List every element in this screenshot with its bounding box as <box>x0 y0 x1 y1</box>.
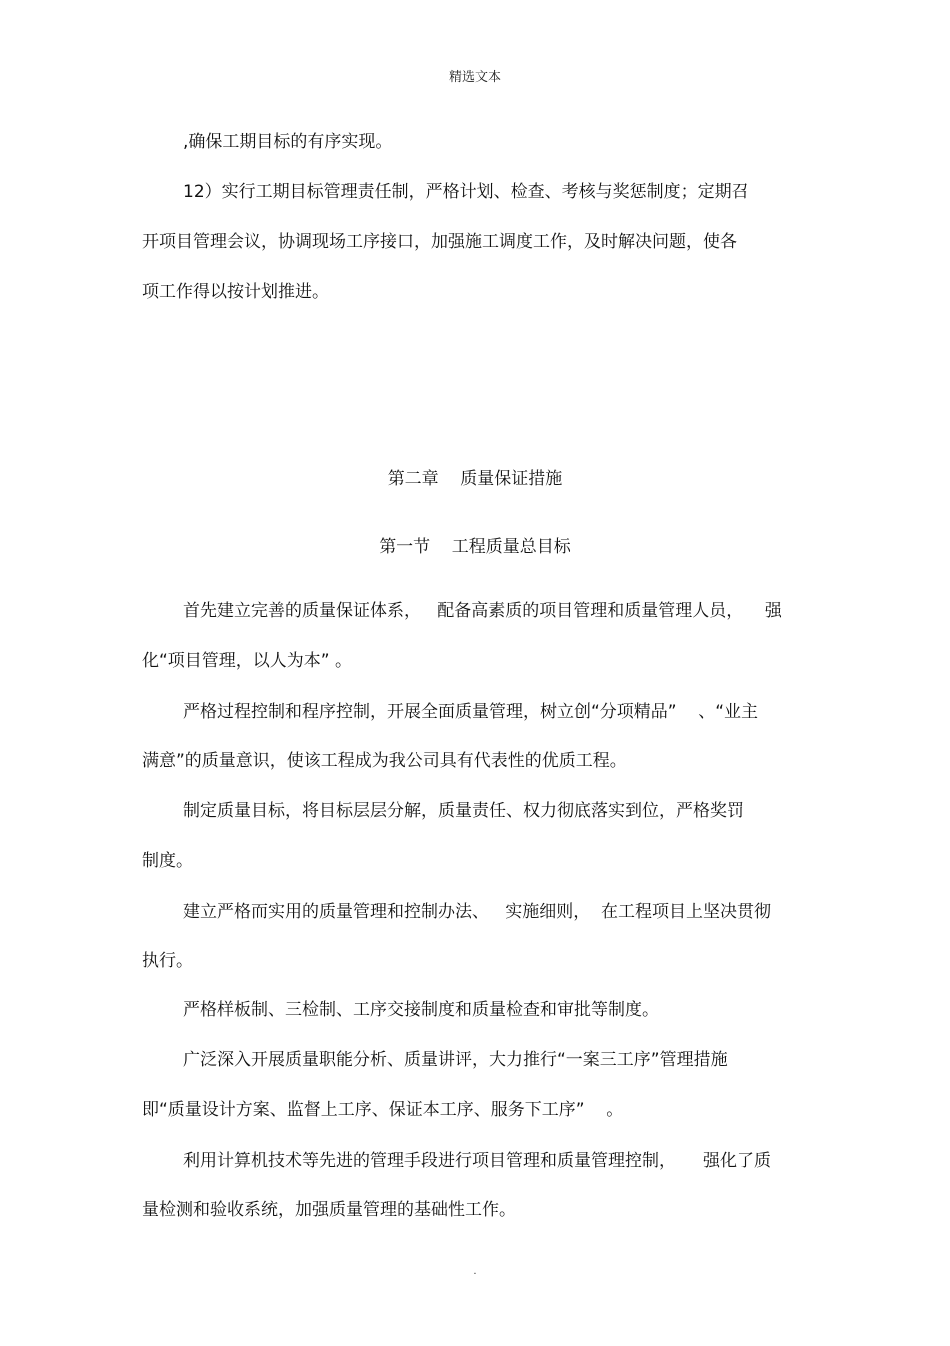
text-line: 严格样板制、三检制、工序交接制度和质量检查和审批等制度。 <box>183 1000 659 1020</box>
text-line: 执行。 <box>142 951 193 971</box>
text-line: 广泛深入开展质量职能分析、质量讲评，大力推行“一案三工序”管理措施 <box>183 1050 728 1070</box>
section-title: 第一节 工程质量总目标 <box>379 537 571 557</box>
text-line: 满意”的质量意识，使该工程成为我公司具有代表性的优质工程。 <box>142 751 627 771</box>
text-line: 建立严格而实用的质量管理和控制办法、 实施细则， 在工程项目上坚决贯彻 <box>183 902 772 922</box>
text-line: 量检测和验收系统，加强质量管理的基础性工作。 <box>142 1200 516 1220</box>
text-line: 开项目管理会议，协调现场工序接口，加强施工调度工作，及时解决问题，使各 <box>142 232 737 252</box>
text-line: 首先建立完善的质量保证体系， 配备高素质的项目管理和质量管理人员， 强 <box>183 601 782 621</box>
page-footer: . <box>473 1266 477 1277</box>
page-header: 精选文本 <box>448 70 501 85</box>
text-line: 项工作得以按计划推进。 <box>142 282 329 302</box>
text-line: 制度。 <box>142 851 193 871</box>
text-line: 即“质量设计方案、监督上工序、保证本工序、服务下工序” 。 <box>142 1100 624 1120</box>
text-line: 制定质量目标，将目标层层分解，质量责任、权力彻底落实到位，严格奖罚 <box>183 801 744 821</box>
text-line: 严格过程控制和程序控制，开展全面质量管理，树立创“分项精品” 、“业主 <box>183 702 759 722</box>
text-line: 12）实行工期目标管理责任制，严格计划、检查、考核与奖惩制度；定期召 <box>183 182 749 202</box>
chapter-title: 第二章 质量保证措施 <box>387 469 563 489</box>
text-line: 利用计算机技术等先进的管理手段进行项目管理和质量管理控制， 强化了质 <box>183 1151 772 1171</box>
text-line: 化“项目管理，以人为本” 。 <box>142 651 353 671</box>
text-line: ,确保工期目标的有序实现。 <box>183 132 393 152</box>
